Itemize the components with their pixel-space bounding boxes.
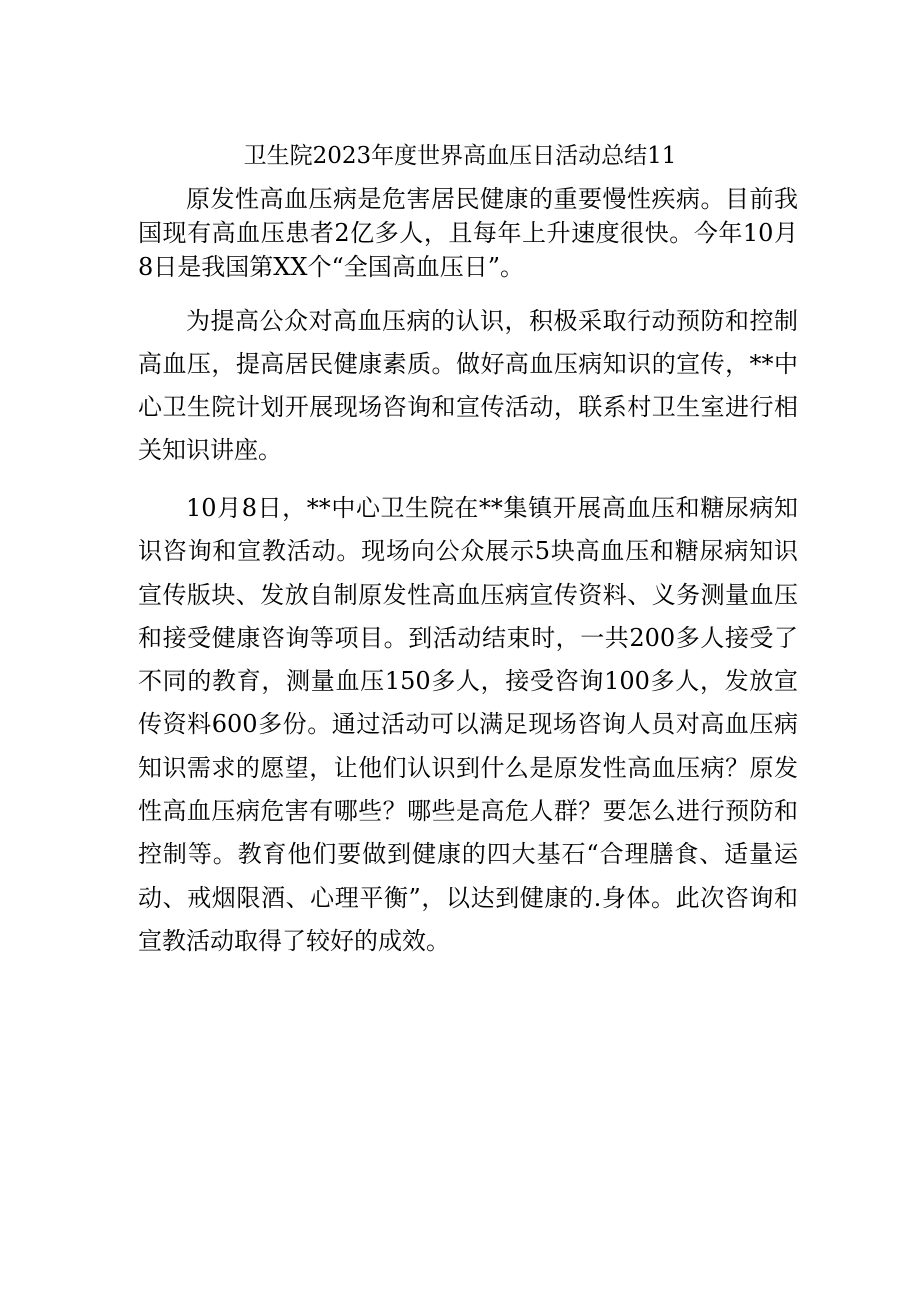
- paragraph-purpose: 为提高公众对高血压病的认识，积极采取行动预防和控制高血压，提高居民健康素质。做好高血压病知识的宣传，**中心卫生院计划开展现场咨询和宣传活动，联系村卫生室进行相关知识讲座。: [138, 307, 798, 464]
- paragraph-activity: 10月8日，**中心卫生院在**集镇开展高血压和糖尿病知识咨询和宣教活动。现场向公众展示5块高血压和糖尿病知识宣传版块、发放自制原发性高血压病宣传资料、义务测量血压和接受健康咨询等项目。到活动结束时，一共200多人接受了不同的教育，测量血压150多人，接受咨询100多人，发放宣传资料600多份。通过活动可以满足现场咨询人员对高血压病知识需求的愿望，让他们认识到什么是原发性高血压病？原发性高血压病危害有哪些？哪些是高危人群？要怎么进行预防和控制等。教育他们要做到健康的四大基石“合理膳食、适量运动、戒烟限酒、心理平衡”，以达到健康的.身体。此次咨询和宣教活动取得了较好的成效。: [138, 494, 798, 955]
- document-title: 卫生院2023年度世界高血压日活动总结11: [243, 143, 677, 169]
- paragraph-intro: 原发性高血压病是危害居民健康的重要慢性疾病。目前我国现有高血压患者2亿多人，且每年上升速度很快。今年10月8日是我国第XX个“全国高血压日”。: [138, 185, 798, 281]
- document-body: [138, 182, 798, 963]
